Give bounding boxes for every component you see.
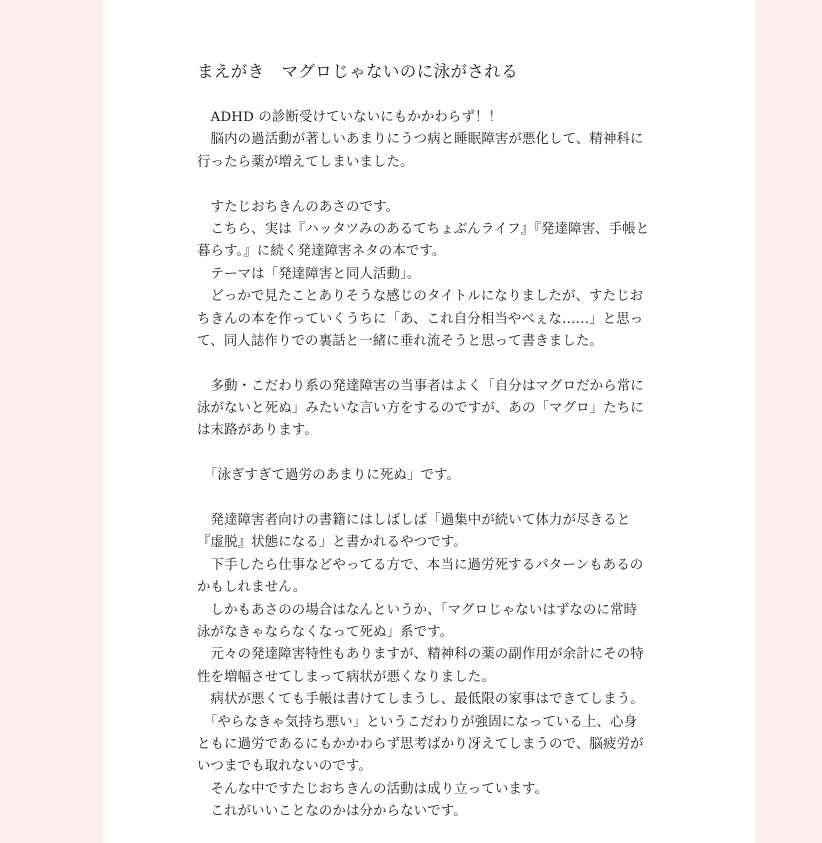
text-line: 泳がないと死ぬ」みたいな言い方をするのですが、あの「マグロ」たちに	[197, 401, 644, 417]
page-title: まえがき マグロじゃないのに泳がされる	[197, 62, 519, 81]
text-line: これがいいことなのかは分からないです。	[197, 804, 467, 820]
text-line: 『虚脱』状態になる」と書かれるやつです。	[197, 535, 467, 551]
text-line: 発達障害者向けの書籍にはしばしば「過集中が続いて体力が尽きると	[197, 513, 631, 529]
text-line: 下手したら仕事などやってる方で、本当に過労死するパターンもあるの	[197, 557, 644, 573]
blank-line	[197, 174, 665, 196]
text-line: 暮らす。』に続く発達障害ネタの本です。	[197, 244, 446, 260]
document-page	[103, 0, 755, 843]
text-line: そんな中ですたじおちきんの活動は成り立っています。	[197, 781, 548, 797]
blank-line	[197, 488, 665, 510]
text-line: ともに過労であるにもかかわらず思考ばかり冴えてしまうので、脳疲労が	[197, 736, 644, 752]
text-line: ちきんの本を作っていくうちに「あ、これ自分相当やべぇな……」と思っ	[197, 311, 644, 327]
text-line: こちら、実は『ハッタツみのあるてちょぶんライフ』『発達障害、手帳と	[197, 221, 650, 237]
text-line: て、同人誌作りでの裏話と一緒に垂れ流そうと思って書きました。	[197, 333, 603, 349]
body-text	[197, 107, 665, 824]
text-line: 「やらなきゃ気持ち悪い」というこだわりが強固になっている上、心身	[197, 714, 638, 730]
text-line: 元々の発達障害特性もありますが、精神科の薬の副作用が余計にその特	[197, 647, 644, 663]
text-line: ADHD の診断受けていないにもかかわらず！！	[197, 110, 503, 125]
text-line: しかもあさのの場合はなんというか、「マグロじゃないはずなのに常時	[197, 602, 638, 618]
text-line: どっかで見たことありそうな感じのタイトルになりましたが、すたじお	[197, 289, 644, 305]
blank-line	[197, 353, 665, 375]
blank-line	[197, 443, 665, 465]
text-line: 泳がなきゃならなくなって死ぬ」系です。	[197, 624, 454, 640]
text-line: すたじおちきんのあさのです。	[197, 199, 400, 215]
text-line: 性を増幅させてしまって病状が悪くなりました。	[197, 669, 495, 685]
text-line: いつまでも取れないのです。	[197, 759, 372, 775]
text-line: テーマは「発達障害と同人活動」。	[197, 266, 421, 282]
text-line: 行ったら薬が増えてしまいました。	[197, 154, 414, 170]
text-line: かもしれません。	[197, 580, 307, 596]
text-line: 脳内の過活動が著しいあまりにうつ病と睡眠障害が悪化して、精神科に	[197, 132, 644, 148]
text-line: 病状が悪くても手帳は書けてしまうし、最低限の家事はできてしまう。	[197, 692, 644, 708]
text-line: 多動・こだわり系の発達障害の当事者はよく「自分はマグロだから常に	[197, 378, 644, 394]
text-line: 「泳ぎすぎて過労のあまりに死ぬ」です。	[197, 468, 461, 484]
text-line: は末路があります。	[197, 423, 318, 439]
